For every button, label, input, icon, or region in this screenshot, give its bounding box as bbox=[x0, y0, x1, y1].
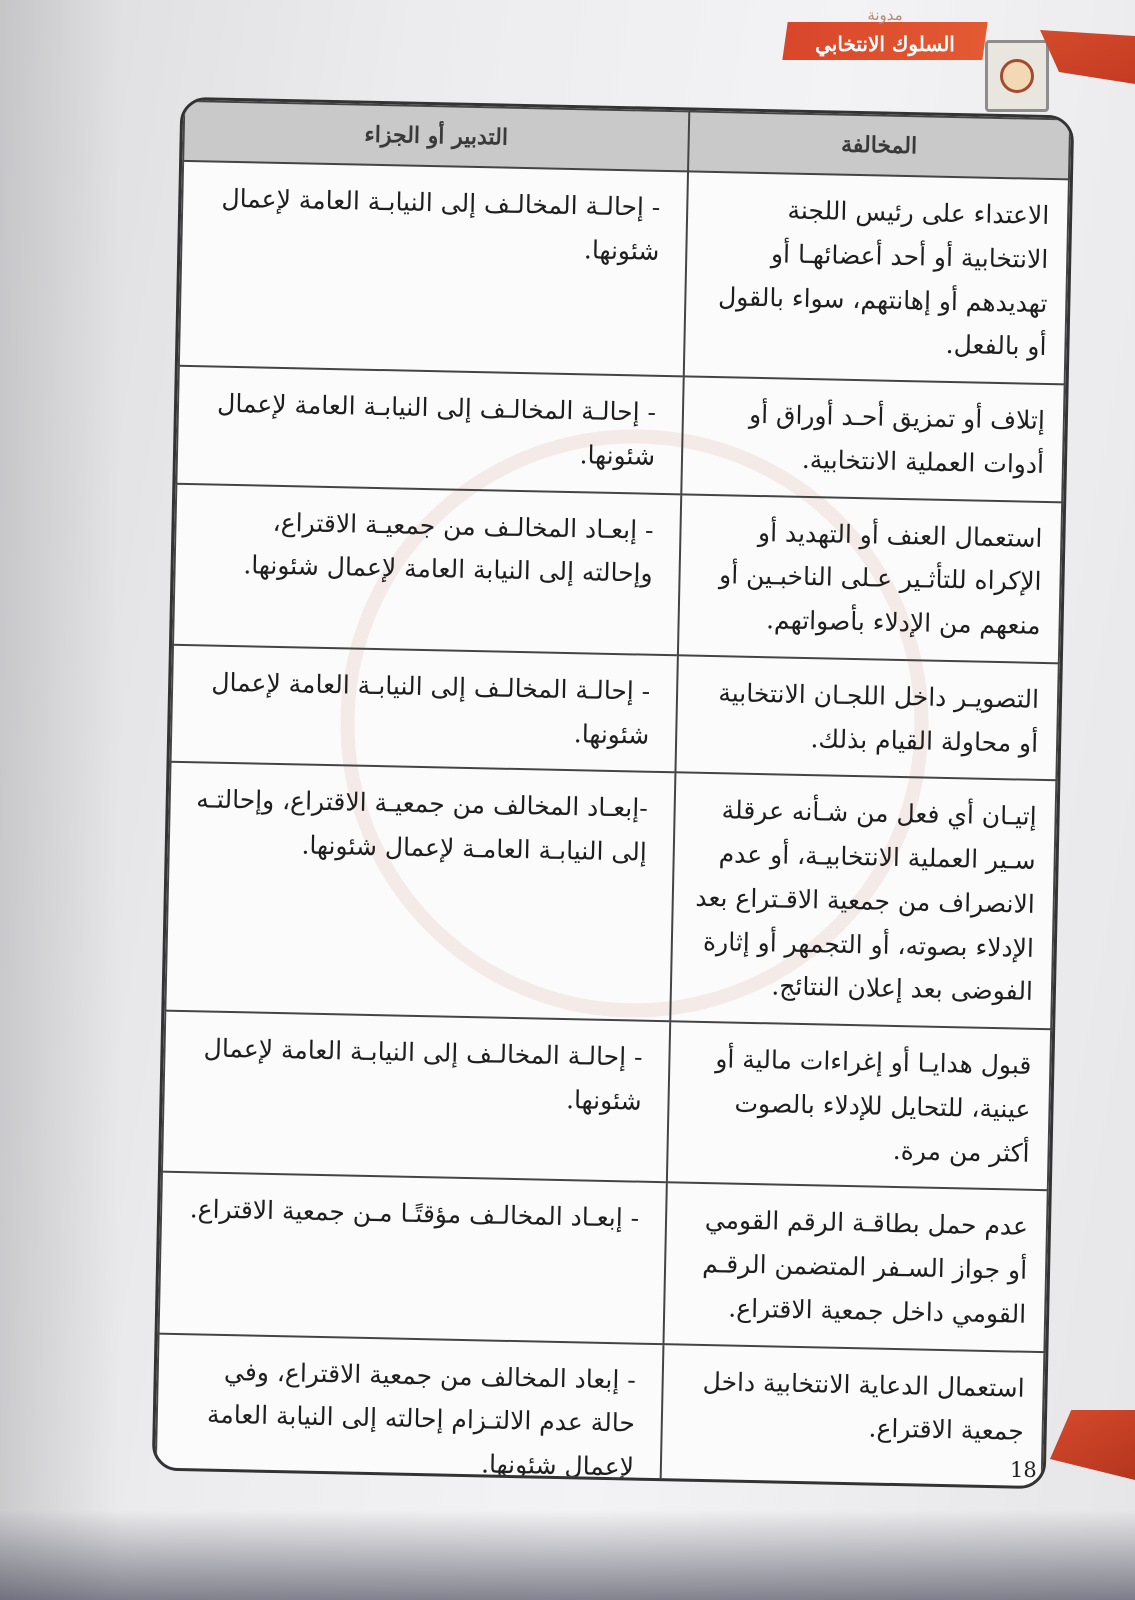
header-band bbox=[1040, 30, 1135, 90]
header-title: السلوك الانتخابي bbox=[815, 32, 955, 56]
table-row bbox=[162, 1011, 1051, 1191]
table-row bbox=[176, 366, 1064, 502]
page-number: 18 bbox=[1010, 1458, 1037, 1482]
table-row bbox=[173, 483, 1062, 663]
measure-cell: -إبعـاد المخالف من جمعيـة الاقتراع، وإحالتـه إلى النيابـة العامـة لإعمال شئونها. bbox=[165, 762, 675, 1021]
violation-cell: التصويـر داخل اللجـان الانتخابية أو محاولة القيام بذلك. bbox=[675, 655, 1058, 780]
table-row bbox=[155, 1333, 1044, 1489]
violation-cell: قبول هدايـا أو إغراءات مالية أو عينية، للتحايل للإدلاء بالصوت أكثر من مرة. bbox=[667, 1021, 1051, 1190]
header-series: مدونة bbox=[867, 6, 903, 24]
table-row bbox=[171, 645, 1059, 781]
table-row bbox=[179, 161, 1069, 385]
column-header-violation: المخالفة bbox=[688, 111, 1070, 179]
measure-cell: - إحالـة المخالـف إلى النيابـة العامة لإعمال شئونها. bbox=[176, 366, 683, 494]
column-header-measure: التدبير أو الجزاء bbox=[183, 101, 689, 172]
violation-cell: استعمال الدعاية الانتخابية داخل جمعية الاقتراع. bbox=[660, 1344, 1044, 1490]
violation-cell: إتيـان أي فعل من شـأنه عرقلة سـير العملية الانتخابيـة، أو عدم الانصراف من جمعية الاقـتراع بعد الإدلاء بصوته، أو التجمهر أو إثارة الفوضى بعد إعلان النتائج. bbox=[670, 773, 1056, 1030]
page-edge-shadow bbox=[0, 1510, 1135, 1600]
measure-cell: - إبعـاد المخالـف مؤقتًـا مـن جمعية الاقتراع. bbox=[159, 1172, 667, 1344]
seal-icon bbox=[1000, 59, 1034, 93]
table-row bbox=[159, 1172, 1048, 1352]
bottom-ribbon bbox=[1050, 1410, 1135, 1480]
measure-cell: - إحالـة المخالـف إلى النيابـة العامة لإعمال شئونها. bbox=[179, 161, 688, 377]
violation-cell: استعمال العنف أو التهديد أو الإكراه للتأثـير عـلى الناخبـين أو منعهم من الإدلاء بأصواتهم. bbox=[678, 494, 1062, 663]
violations-table bbox=[152, 97, 1075, 1489]
measure-cell: - إبعاد المخالف من جمعية الاقتراع، وفي حالة عدم الالتـزام إحالته إلى النيابة العامة لإعمال شئونها. bbox=[155, 1333, 663, 1489]
measure-cell: - إحالـة المخالـف إلى النيابـة العامة لإعمال شئونها. bbox=[162, 1011, 670, 1183]
measure-cell: - إبعـاد المخالـف من جمعيـة الاقتراع، وإحالته إلى النيابة العامة لإعمال شئونها. bbox=[173, 483, 681, 655]
page-shadow bbox=[0, 0, 120, 1600]
violation-cell: عدم حمل بطاقـة الرقم القومي أو جواز السـفر المتضمن الرقـم القومي داخل جمعية الاقتراع. bbox=[664, 1182, 1048, 1351]
measure-cell: - إحالـة المخالـف إلى النيابـة العامة لإعمال شئونها. bbox=[171, 645, 678, 773]
violation-cell: الاعتداء على رئيس اللجنة الانتخابية أو أحد أعضائهـا أو تهديدهم أو إهانتهم، سواء بالقول أو بالفعل. bbox=[684, 171, 1069, 384]
table-row bbox=[165, 762, 1056, 1029]
ballot-box-icon bbox=[985, 40, 1049, 112]
violation-cell: إتلاف أو تمزيق أحـد أوراق أو أدوات العملية الانتخابية. bbox=[681, 376, 1064, 501]
